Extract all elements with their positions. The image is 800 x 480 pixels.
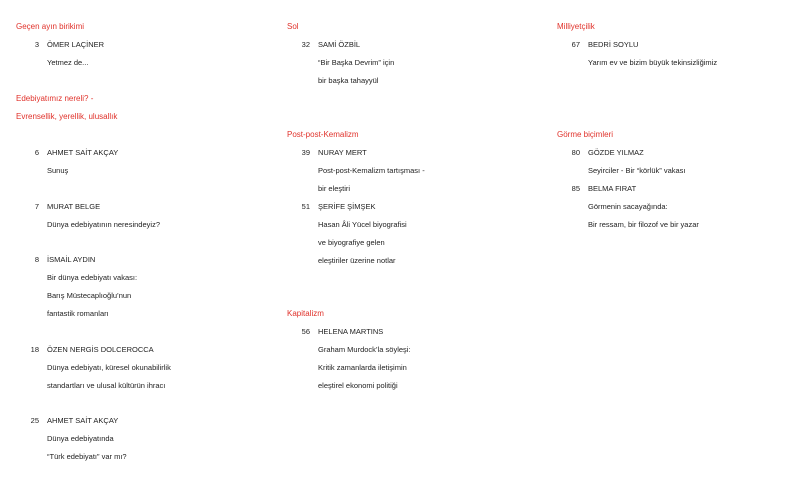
section-heading: Sol [287,22,299,31]
page-number: 25 [30,416,39,425]
author-name: AHMET SAİT AKÇAY [47,148,119,157]
author-name: ÖMER LAÇİNER [47,40,105,49]
page-number: 85 [571,184,580,193]
article-title-line: Yarım ev ve bizim büyük tekinsizliğimiz [588,58,718,67]
article-title-line: eleştirel ekonomi politiği [318,381,398,390]
article-title-line: Barış Müstecaplıoğlu’nun [47,291,132,300]
author-name: İSMAİL AYDIN [47,255,96,264]
section-heading: Görme biçimleri [557,130,614,139]
article-title-line: “Türk edebiyatı” var mı? [47,452,127,461]
section-heading: Milliyetçilik [557,22,595,31]
page-number: 51 [301,202,310,211]
section-heading: Post-post-Kemalizm [287,130,359,139]
article-title-line: Dünya edebiyatında [47,434,114,443]
section-heading: Geçen ayın birikimi [16,22,85,31]
article-title-line: Yetmez de... [47,58,89,67]
author-name: GÖZDE YILMAZ [588,148,644,157]
article-title-line: Dünya edebiyatının neresindeyiz? [47,220,160,229]
article-title-line: Graham Murdock’la söyleşi: [318,345,411,354]
author-name: BEDRİ SOYLU [588,40,639,49]
page-number: 8 [34,255,39,264]
section-heading: Kapitalizm [287,309,324,318]
author-name: MURAT BELGE [47,202,101,211]
section-heading: Evrensellik, yerellik, ulusallık [16,112,118,121]
article-title-line: “Bir Başka Devrim” için [318,58,395,67]
page-number: 56 [301,327,310,336]
article-title-line: Seyirciler - Bir “körlük” vakası [588,166,686,175]
article-title-line: fantastik romanları [47,309,109,318]
page-number: 6 [34,148,39,157]
article-title-line: Görmenin sacayağında: [588,202,668,211]
article-title-line: bir başka tahayyül [318,76,379,85]
page-number: 39 [301,148,310,157]
author-name: ŞERİFE ŞİMŞEK [318,202,376,211]
page-number: 18 [30,345,39,354]
article-title-line: Kritik zamanlarda iletişimin [318,363,407,372]
article-title-line: Bir ressam, bir filozof ve bir yazar [588,220,699,229]
article-title-line: Post-post-Kemalizm tartışması - [318,166,425,175]
article-title-line: Hasan Âli Yücel biyografisi [318,220,407,229]
article-title-line: Dünya edebiyatı, küresel okunabilirlik [47,363,171,372]
article-title-line: eleştiriler üzerine notlar [318,256,396,265]
page-number: 7 [34,202,39,211]
author-name: SAMİ ÖZBİL [318,40,361,49]
article-title-line: standartları ve ulusal kültürün ihracı [47,381,166,390]
author-name: NURAY MERT [318,148,367,157]
page-number: 67 [571,40,580,49]
page-number: 3 [34,40,39,49]
author-name: AHMET SAİT AKÇAY [47,416,119,425]
article-title-line: Bir dünya edebiyatı vakası: [47,273,138,282]
article-title-line: Sunuş [47,166,69,175]
author-name: ÖZEN NERGİS DOLCEROCCA [47,345,154,354]
author-name: HELENA MARTINS [318,327,384,336]
article-title-line: ve biyografiye gelen [318,238,385,247]
article-title-line: bir eleştiri [318,184,351,193]
page-number: 32 [301,40,310,49]
page-number: 80 [571,148,580,157]
section-heading: Edebiyatımız nereli? - [16,94,94,103]
author-name: BELMA FIRAT [588,184,637,193]
